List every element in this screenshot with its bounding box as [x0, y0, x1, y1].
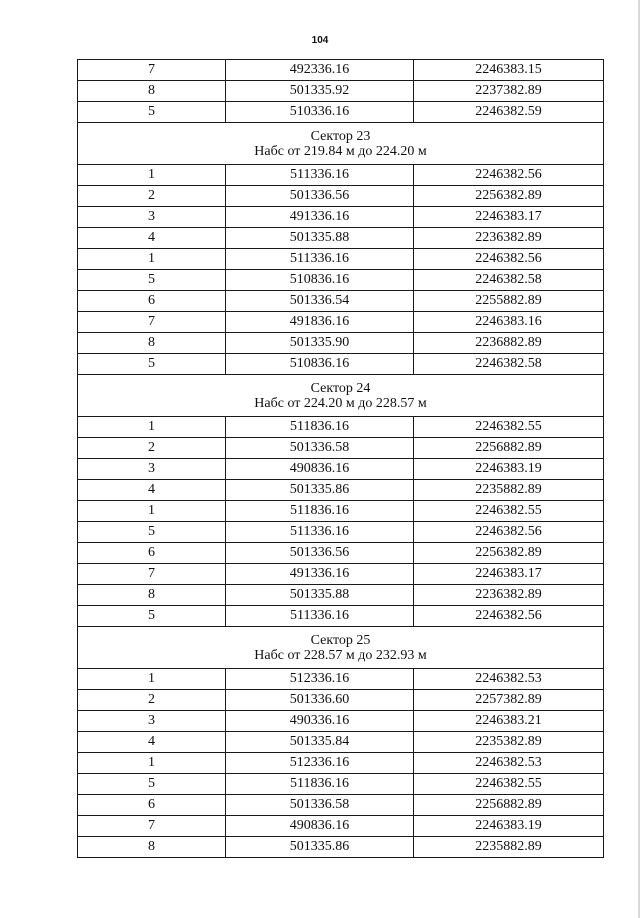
- section-height-range: Набс от 219.84 м до 224.20 м: [254, 143, 427, 159]
- section-title: Сектор 25: [310, 632, 371, 648]
- y-coordinate-cell: 2236382.89: [414, 228, 604, 249]
- table-row: [78, 333, 604, 354]
- x-coordinate-cell: 501336.54: [226, 291, 414, 312]
- point-number-cell: 3: [78, 207, 226, 228]
- point-number-cell: 3: [78, 711, 226, 732]
- table-row: [78, 354, 604, 375]
- table-row: [78, 417, 604, 438]
- y-coordinate-cell: 2236382.89: [414, 585, 604, 606]
- y-coordinate-cell: 2246382.53: [414, 753, 604, 774]
- point-number-cell: 8: [78, 333, 226, 354]
- x-coordinate-cell: 490836.16: [226, 816, 414, 837]
- section-title: Сектор 24: [310, 380, 371, 396]
- point-number-cell: 7: [78, 816, 226, 837]
- table-row: [78, 606, 604, 627]
- y-coordinate-cell: 2246382.58: [414, 354, 604, 375]
- table-row: [78, 480, 604, 501]
- point-number-cell: 1: [78, 753, 226, 774]
- section-header: [78, 627, 604, 669]
- coordinates-table-body: [78, 60, 604, 858]
- section-height-range: Набс от 224.20 м до 228.57 м: [254, 395, 427, 411]
- section-header-cell: [78, 627, 604, 669]
- table-row: [78, 228, 604, 249]
- y-coordinate-cell: 2246383.16: [414, 312, 604, 333]
- y-coordinate-cell: 2246383.17: [414, 564, 604, 585]
- table-row: [78, 711, 604, 732]
- point-number-cell: 5: [78, 606, 226, 627]
- section-height-range: Набс от 228.57 м до 232.93 м: [254, 647, 427, 663]
- table-row: [78, 816, 604, 837]
- section-header: [78, 123, 604, 165]
- x-coordinate-cell: 511336.16: [226, 165, 414, 186]
- y-coordinate-cell: 2246382.55: [414, 417, 604, 438]
- table-row: [78, 438, 604, 459]
- x-coordinate-cell: 501335.92: [226, 81, 414, 102]
- table-row: [78, 774, 604, 795]
- y-coordinate-cell: 2246382.56: [414, 522, 604, 543]
- table-row: [78, 291, 604, 312]
- table-row: [78, 543, 604, 564]
- point-number-cell: 7: [78, 60, 226, 81]
- point-number-cell: 8: [78, 81, 226, 102]
- x-coordinate-cell: 490836.16: [226, 459, 414, 480]
- point-number-cell: 6: [78, 543, 226, 564]
- section-header-cell: [78, 375, 604, 417]
- table-row: [78, 669, 604, 690]
- y-coordinate-cell: 2246382.58: [414, 270, 604, 291]
- point-number-cell: 1: [78, 165, 226, 186]
- coordinates-table: [77, 59, 604, 858]
- y-coordinate-cell: 2246382.55: [414, 774, 604, 795]
- point-number-cell: 5: [78, 774, 226, 795]
- y-coordinate-cell: 2235882.89: [414, 480, 604, 501]
- point-number-cell: 6: [78, 291, 226, 312]
- section-title: Сектор 23: [310, 128, 371, 144]
- x-coordinate-cell: 511336.16: [226, 522, 414, 543]
- x-coordinate-cell: 510836.16: [226, 354, 414, 375]
- table-row: [78, 732, 604, 753]
- table-row: [78, 165, 604, 186]
- point-number-cell: 6: [78, 795, 226, 816]
- point-number-cell: 1: [78, 501, 226, 522]
- table-row: [78, 564, 604, 585]
- point-number-cell: 8: [78, 585, 226, 606]
- point-number-cell: 4: [78, 228, 226, 249]
- table-row: [78, 753, 604, 774]
- x-coordinate-cell: 501336.56: [226, 186, 414, 207]
- y-coordinate-cell: 2237382.89: [414, 81, 604, 102]
- y-coordinate-cell: 2256882.89: [414, 438, 604, 459]
- y-coordinate-cell: 2255882.89: [414, 291, 604, 312]
- x-coordinate-cell: 501335.84: [226, 732, 414, 753]
- x-coordinate-cell: 501335.88: [226, 228, 414, 249]
- y-coordinate-cell: 2246382.55: [414, 501, 604, 522]
- y-coordinate-cell: 2256382.89: [414, 543, 604, 564]
- x-coordinate-cell: 511336.16: [226, 249, 414, 270]
- y-coordinate-cell: 2256882.89: [414, 795, 604, 816]
- table-row: [78, 690, 604, 711]
- y-coordinate-cell: 2235382.89: [414, 732, 604, 753]
- x-coordinate-cell: 501335.88: [226, 585, 414, 606]
- x-coordinate-cell: 490336.16: [226, 711, 414, 732]
- table-row: [78, 270, 604, 291]
- x-coordinate-cell: 491836.16: [226, 312, 414, 333]
- table-row: [78, 207, 604, 228]
- y-coordinate-cell: 2246383.21: [414, 711, 604, 732]
- table-row: [78, 459, 604, 480]
- y-coordinate-cell: 2235882.89: [414, 837, 604, 858]
- point-number-cell: 5: [78, 102, 226, 123]
- x-coordinate-cell: 491336.16: [226, 564, 414, 585]
- point-number-cell: 1: [78, 669, 226, 690]
- y-coordinate-cell: 2246383.17: [414, 207, 604, 228]
- point-number-cell: 1: [78, 249, 226, 270]
- point-number-cell: 5: [78, 354, 226, 375]
- point-number-cell: 1: [78, 417, 226, 438]
- table-row: [78, 522, 604, 543]
- table-row: [78, 186, 604, 207]
- x-coordinate-cell: 501336.60: [226, 690, 414, 711]
- y-coordinate-cell: 2236882.89: [414, 333, 604, 354]
- point-number-cell: 3: [78, 459, 226, 480]
- y-coordinate-cell: 2246383.15: [414, 60, 604, 81]
- table-row: [78, 60, 604, 81]
- x-coordinate-cell: 512336.16: [226, 669, 414, 690]
- point-number-cell: 8: [78, 837, 226, 858]
- section-header: [78, 375, 604, 417]
- x-coordinate-cell: 510836.16: [226, 270, 414, 291]
- point-number-cell: 5: [78, 522, 226, 543]
- x-coordinate-cell: 510336.16: [226, 102, 414, 123]
- y-coordinate-cell: 2256382.89: [414, 186, 604, 207]
- x-coordinate-cell: 501336.58: [226, 795, 414, 816]
- point-number-cell: 4: [78, 732, 226, 753]
- y-coordinate-cell: 2246382.56: [414, 165, 604, 186]
- x-coordinate-cell: 501336.56: [226, 543, 414, 564]
- y-coordinate-cell: 2246382.56: [414, 606, 604, 627]
- table-row: [78, 102, 604, 123]
- x-coordinate-cell: 511836.16: [226, 417, 414, 438]
- table-row: [78, 837, 604, 858]
- point-number-cell: 2: [78, 438, 226, 459]
- x-coordinate-cell: 491336.16: [226, 207, 414, 228]
- table-row: [78, 312, 604, 333]
- x-coordinate-cell: 511836.16: [226, 501, 414, 522]
- point-number-cell: 4: [78, 480, 226, 501]
- point-number-cell: 2: [78, 690, 226, 711]
- table-row: [78, 501, 604, 522]
- x-coordinate-cell: 501335.86: [226, 837, 414, 858]
- x-coordinate-cell: 511836.16: [226, 774, 414, 795]
- y-coordinate-cell: 2246382.56: [414, 249, 604, 270]
- y-coordinate-cell: 2246382.53: [414, 669, 604, 690]
- point-number-cell: 7: [78, 312, 226, 333]
- x-coordinate-cell: 501335.90: [226, 333, 414, 354]
- table-row: [78, 795, 604, 816]
- y-coordinate-cell: 2246383.19: [414, 459, 604, 480]
- x-coordinate-cell: 501335.86: [226, 480, 414, 501]
- y-coordinate-cell: 2246382.59: [414, 102, 604, 123]
- x-coordinate-cell: 501336.58: [226, 438, 414, 459]
- y-coordinate-cell: 2246383.19: [414, 816, 604, 837]
- x-coordinate-cell: 512336.16: [226, 753, 414, 774]
- table-row: [78, 249, 604, 270]
- table-row: [78, 585, 604, 606]
- point-number-cell: 2: [78, 186, 226, 207]
- y-coordinate-cell: 2257382.89: [414, 690, 604, 711]
- x-coordinate-cell: 511336.16: [226, 606, 414, 627]
- point-number-cell: 5: [78, 270, 226, 291]
- section-header-cell: [78, 123, 604, 165]
- point-number-cell: 7: [78, 564, 226, 585]
- x-coordinate-cell: 492336.16: [226, 60, 414, 81]
- table-row: [78, 81, 604, 102]
- page-number: 104: [311, 35, 329, 46]
